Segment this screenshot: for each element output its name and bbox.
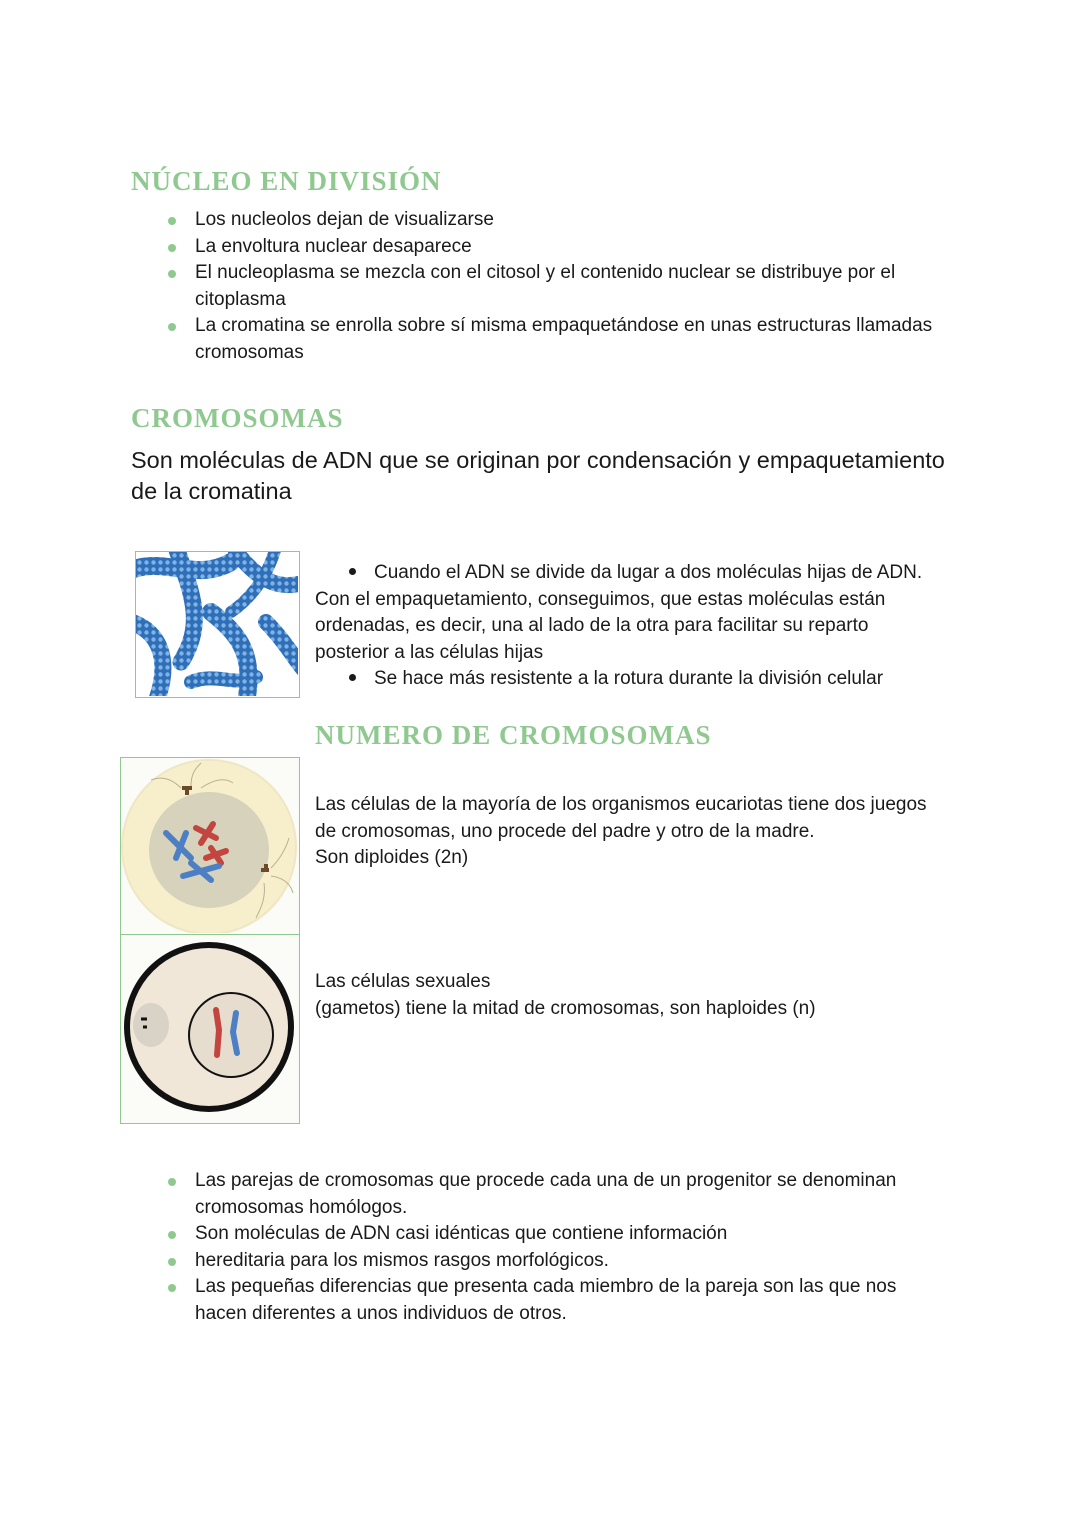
cromosomas-bullet-empaquetamiento: Cuando el ADN se divide da lugar a dos moléculas hijas de ADN. Con el empaquetamiento, conseguimos, que estas moléculas están ordenadas, es decir, una al lado de la otra para facilitar su reparto posterior a las células hijas bbox=[315, 562, 923, 663]
bullet-dot-icon bbox=[349, 674, 356, 681]
list-item: El nucleoplasma se mezcla con el citosol y el contenido nuclear se distribuye por el citoplasma bbox=[131, 260, 951, 313]
list-item: Los nucleolos dejan de visualizarse bbox=[131, 207, 951, 234]
nucleo-bullet-list bbox=[131, 207, 951, 366]
list-item: La envoltura nuclear desaparece bbox=[131, 234, 951, 261]
cromosomas-definition: Son moléculas de ADN que se originan por condensación y empaquetamiento de la cromatina bbox=[131, 447, 945, 504]
list-item: hereditaria para los mismos rasgos morfológicos. bbox=[131, 1248, 951, 1275]
heading-numero-cromosomas: NUMERO DE CROMOSOMAS bbox=[315, 720, 712, 750]
list-item: Son moléculas de ADN casi idénticas que contiene información bbox=[131, 1221, 951, 1248]
haploid-description: Las células sexuales (gametos) tiene la mitad de cromosomas, son haploides (n) bbox=[315, 971, 816, 1019]
list-item: La cromatina se enrolla sobre sí misma empaquetándose en unas estructuras llamadas cromosomas bbox=[131, 313, 951, 366]
cromosomas-bullet-resistencia: Se hace más resistente a la rotura durante la división celular bbox=[315, 666, 955, 693]
heading-cromosomas: CROMOSOMAS bbox=[131, 403, 344, 433]
haploid-cell-image bbox=[120, 934, 300, 1124]
haploid-cell-illustration bbox=[121, 935, 298, 1122]
homologos-bullet-list bbox=[131, 1168, 951, 1327]
bullet-dot-icon bbox=[349, 568, 356, 575]
heading-nucleo-division: NÚCLEO EN DIVISIÓN bbox=[131, 166, 442, 196]
diploid-cell-illustration bbox=[121, 758, 298, 933]
list-item: Las pequeñas diferencias que presenta cada miembro de la pareja son las que nos hacen diferentes a unos individuos de otros. bbox=[131, 1274, 951, 1327]
diploid-label: Son diploides (2n) bbox=[315, 847, 469, 868]
list-item: Las parejas de cromosomas que procede cada una de un progenitor se denominan cromosomas homólogos. bbox=[131, 1168, 951, 1221]
diploid-description: Las células de la mayoría de los organismos eucariotas tiene dos juegos de cromosomas, uno procede del padre y otro de la madre. Son diploides (2n) bbox=[315, 794, 927, 868]
chromosomes-illustration bbox=[136, 552, 298, 696]
chromosomes-image bbox=[135, 551, 300, 698]
diploid-cell-image bbox=[120, 757, 300, 935]
